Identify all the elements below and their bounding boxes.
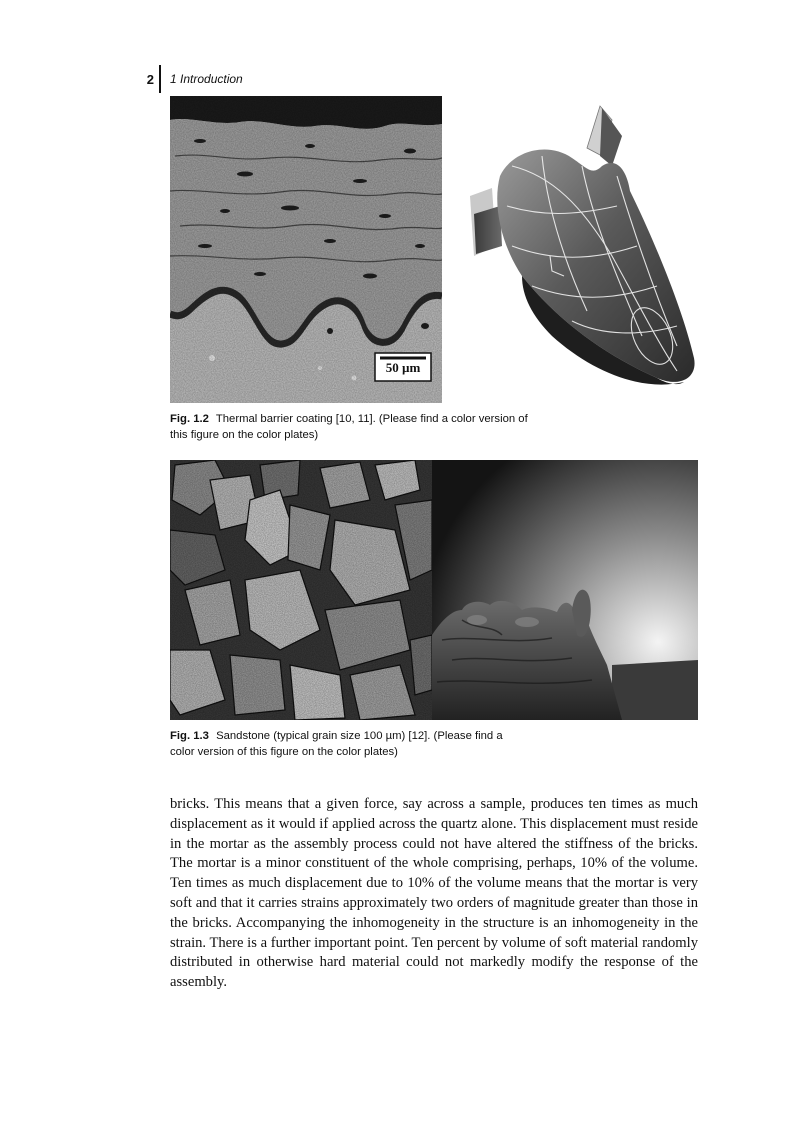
figure-1-2-caption xyxy=(170,411,530,443)
chapter-title: 1 Introduction xyxy=(170,72,243,86)
turbine-blade-render-image xyxy=(452,96,702,396)
figure-1-2-label: Fig. 1.2 xyxy=(170,413,209,425)
page-number: 2 xyxy=(146,71,154,87)
header-rule xyxy=(159,65,161,93)
micrograph-tbc-image xyxy=(170,96,442,403)
figure-1-3-caption-text: Sandstone (typical grain size 100 µm) [12]. (Please find a color version of this figure on the color plates) xyxy=(170,730,503,758)
rock-formation-photo xyxy=(432,460,698,720)
running-head xyxy=(140,64,243,94)
body-paragraph: bricks. This means that a given force, say across a sample, produces ten times as much displacement as it would if applied across the quartz alone. This displacement must reside in the mortar as the assembly process could not have altered the stiffness of the bricks. The mortar is a minor constituent of the whole comprising, perhaps, 10% of the volume. Ten times as much displacement due to 10% of the volume means that the mortar is very soft and that it carries strains approximately two orders of magnitude greater than those in the bricks. Accompanying the inhomogeneity in the structure is an inhomogeneity in the strain. There is a further important point. Ten percent by volume of soft material randomly distributed in otherwise hard material could not markedly modify the response of the assembly. xyxy=(170,796,698,991)
figure-1-3-label: Fig. 1.3 xyxy=(170,730,209,742)
figure-1-3-caption xyxy=(170,728,530,760)
scale-bar-label: 50 µm xyxy=(385,360,421,375)
sandstone-micrograph-image xyxy=(170,460,432,720)
figure-1-2-caption-text: Thermal barrier coating [10, 11]. (Please find a color version of this figure on the color plates) xyxy=(170,413,528,441)
